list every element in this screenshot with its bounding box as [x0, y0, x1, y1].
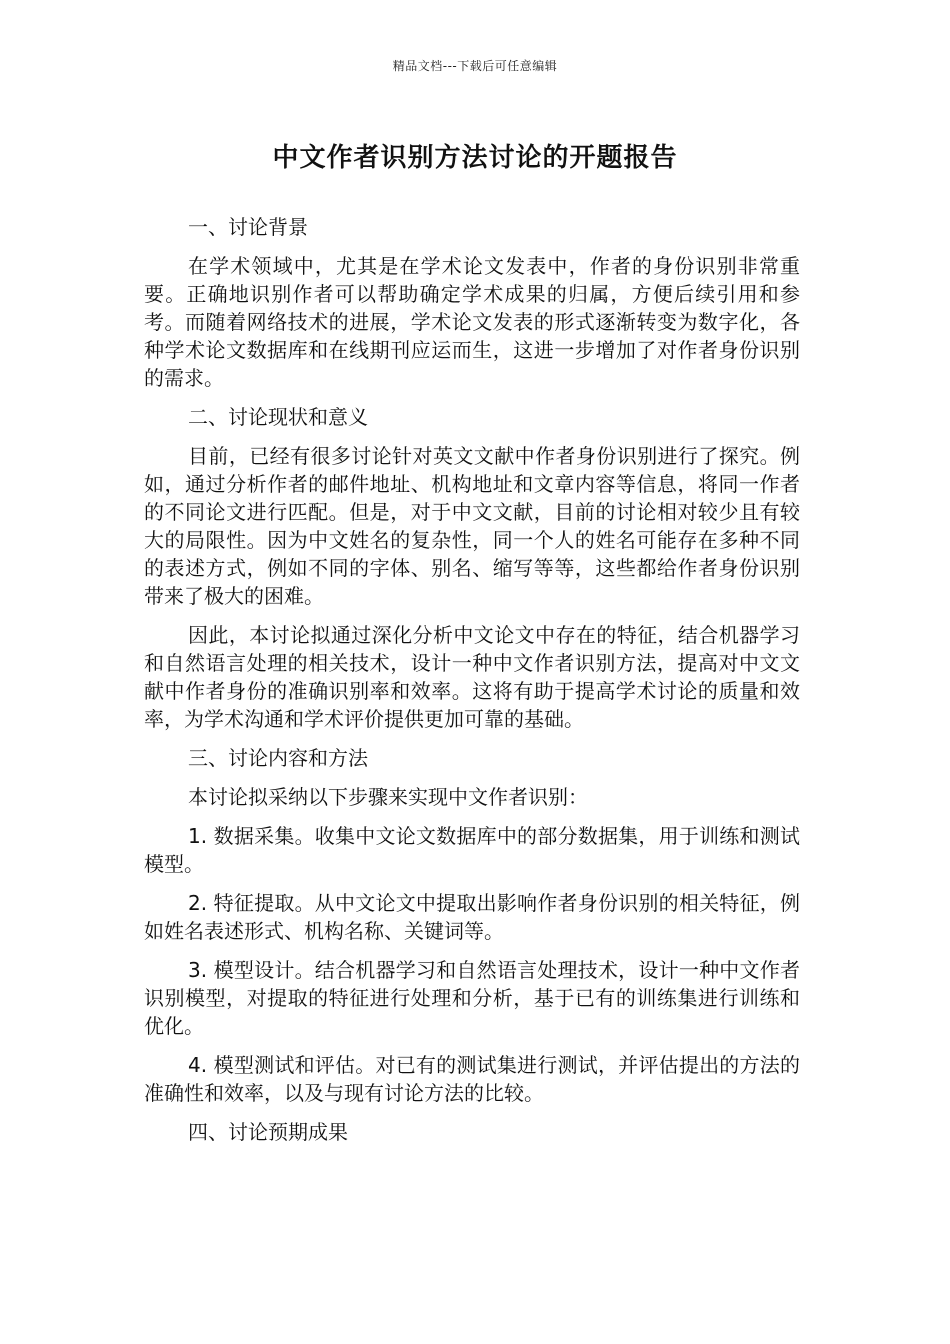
method-step-4: 4. 模型测试和评估。对已有的测试集进行测试，并评估提出的方法的准确性和效率，以及与现有讨论方法的比较。	[144, 1053, 800, 1105]
section-heading-methods: 三、讨论内容和方法	[188, 746, 368, 770]
method-step-2: 2. 特征提取。从中文论文中提取出影响作者身份识别的相关特征，例如姓名表述形式、机构名称、关键词等。	[144, 891, 800, 943]
method-step-1: 1. 数据采集。收集中文论文数据库中的部分数据集，用于训练和测试模型。	[144, 824, 800, 876]
section-heading-outcomes: 四、讨论预期成果	[188, 1120, 348, 1144]
section-heading-background: 一、讨论背景	[188, 215, 308, 239]
document-body	[144, 213, 800, 1157]
paragraph-methods-intro: 本讨论拟采纳以下步骤来实现中文作者识别：	[188, 785, 588, 809]
method-step-3: 3. 模型设计。结合机器学习和自然语言处理技术，设计一种中文作者识别模型，对提取的特征进行处理和分析，基于已有的训练集进行训练和优化。	[144, 958, 800, 1038]
section-heading-status: 二、讨论现状和意义	[188, 405, 368, 429]
document-title: 中文作者识别方法讨论的开题报告	[272, 143, 678, 173]
header-note: 精品文档---下载后可任意编辑	[392, 59, 558, 73]
paragraph-background: 在学术领域中，尤其是在学术论文发表中，作者的身份识别非常重要。正确地识别作者可以帮助确定学术成果的归属，方便后续引用和参考。而随着网络技术的进展，学术论文发表的形式逐渐转变为数字化，各种学术论文数据库和在线期刊应运而生，这进一步增加了对作者身份识别的需求。	[144, 254, 800, 390]
paragraph-status: 目前，已经有很多讨论针对英文文献中作者身份识别进行了探究。例如，通过分析作者的邮件地址、机构地址和文章内容等信息，将同一作者的不同论文进行匹配。但是，对于中文文献，目前的讨论相对较少且有较大的局限性。因为中文姓名的复杂性，同一个人的姓名可能存在多种不同的表述方式，例如不同的字体、别名、缩写等等，这些都给作者身份识别带来了极大的困难。	[144, 444, 800, 608]
paragraph-significance: 因此，本讨论拟通过深化分析中文论文中存在的特征，结合机器学习和自然语言处理的相关技术，设计一种中文作者识别方法，提高对中文文献中作者身份的准确识别率和效率。这将有助于提高学术讨论的质量和效率，为学术沟通和学术评价提供更加可靠的基础。	[144, 623, 800, 731]
